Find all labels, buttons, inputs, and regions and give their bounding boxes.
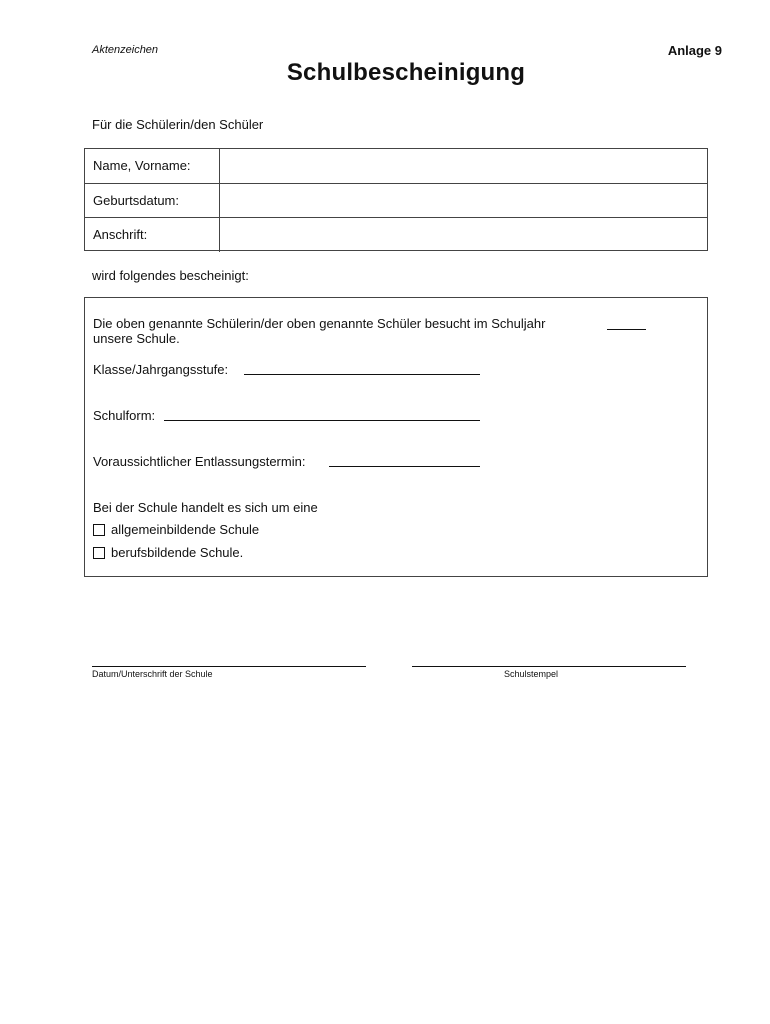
date-signature-line[interactable] xyxy=(92,666,366,667)
general-school-label: allgemeinbildende Schule xyxy=(111,522,260,537)
class-label: Klasse/Jahrgangsstufe: xyxy=(93,362,229,377)
discharge-date-label: Voraussichtlicher Entlassungstermin: xyxy=(93,454,306,469)
vocational-school-label: berufsbildende Schule. xyxy=(111,545,244,560)
name-field[interactable] xyxy=(219,149,708,183)
general-school-checkbox[interactable] xyxy=(93,524,105,536)
intro-text: Für die Schülerin/den Schüler xyxy=(92,117,264,132)
birthdate-label: Geburtsdatum: xyxy=(93,193,179,208)
class-field[interactable] xyxy=(244,374,480,375)
reference-label: Aktenzeichen xyxy=(92,44,159,56)
birthdate-row xyxy=(85,183,707,218)
discharge-date-field[interactable] xyxy=(329,466,480,467)
vocational-school-checkbox[interactable] xyxy=(93,547,105,559)
address-label: Anschrift: xyxy=(93,227,148,242)
stamp-label: Schulstempel xyxy=(504,669,559,679)
birthdate-field[interactable] xyxy=(219,184,708,218)
certify-text: wird folgendes bescheinigt: xyxy=(92,268,249,283)
option-vocational-school[interactable] xyxy=(93,545,243,560)
school-type-label: Schulform: xyxy=(93,408,156,423)
certificate-box xyxy=(84,297,708,577)
attendance-text-continued: unsere Schule. xyxy=(93,331,180,346)
student-info-table xyxy=(84,148,708,251)
school-year-field[interactable] xyxy=(607,329,646,330)
school-type-field[interactable] xyxy=(164,420,480,421)
stamp-line[interactable] xyxy=(412,666,686,667)
annex-label: Anlage 9 xyxy=(667,43,722,58)
date-signature-label: Datum/Unterschrift der Schule xyxy=(92,669,213,679)
page-title: Schulbescheinigung xyxy=(286,59,526,86)
option-general-school[interactable] xyxy=(93,522,259,537)
attendance-text: Die oben genannte Schülerin/der oben genannte Schüler besucht im Schuljahr xyxy=(93,316,546,331)
address-field[interactable] xyxy=(219,218,708,252)
school-kind-question: Bei der Schule handelt es sich um eine xyxy=(93,500,318,515)
address-row xyxy=(85,217,707,252)
name-row xyxy=(85,149,707,183)
name-label: Name, Vorname: xyxy=(93,158,191,173)
